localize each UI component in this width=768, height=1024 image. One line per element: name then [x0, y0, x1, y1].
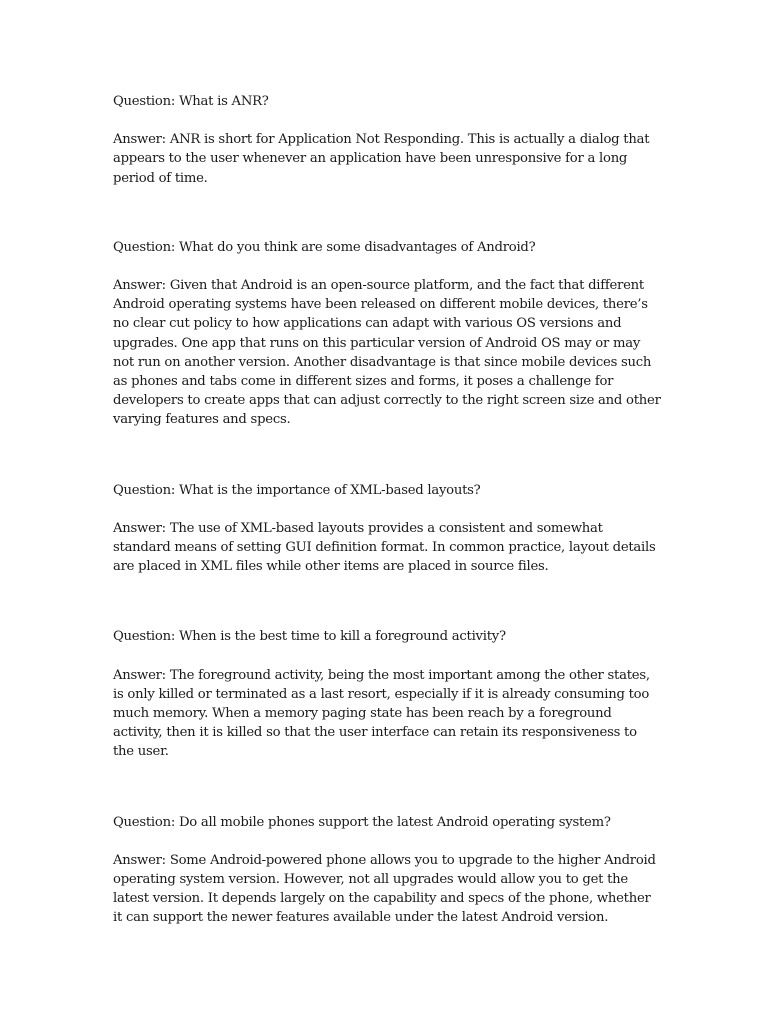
qa-item	[113, 92, 661, 188]
qa-item	[113, 627, 661, 761]
question-text: Question: What is ANR?	[113, 94, 269, 109]
qa-item	[113, 238, 661, 430]
answer-text: Answer: ANR is short for Application Not Responding. This is actually a dialog that appears to the user whenever an application have been unresponsive for a long period of time.	[113, 132, 650, 186]
question-text: Question: What do you think are some disadvantages of Android?	[113, 239, 536, 255]
qa-item	[113, 481, 661, 577]
answer-text: Answer: Given that Android is an open-source platform, and the fact that different Android operating systems have been released on different mobile devices, there’s no clear cut policy to how applications can adapt with various OS versions and upgrades. One app that runs on this particular version of Android OS may or may not run on another version. Another disadvantage is that since mobile devices such as phones and tabs come in different sizes and forms, it poses a challenge for developers to create apps that can adjust correctly to the right screen size and other varying features and specs.	[113, 278, 661, 428]
qa-item	[113, 813, 661, 928]
question-text: Question: What is the importance of XML-based layouts?	[113, 482, 481, 498]
question-text: Question: When is the best time to kill a foreground activity?	[113, 629, 506, 645]
answer-text: Answer: Some Android-powered phone allows you to upgrade to the higher Android operating system version. However, not all upgrades would allow you to get the latest version. It depends largely on the capability and specs of the phone, whether it can support the newer features available under the latest Android version.	[113, 852, 656, 926]
answer-text: Answer: The foreground activity, being the most important among the other states, is only killed or terminated as a last resort, especially if it is already consuming too much memory. When a memory paging state has been reach by a foreground activity, then it is killed so that the user interface can retain its responsiveness to the user.	[113, 667, 650, 760]
question-text: Question: Do all mobile phones support the latest Android operating system?	[113, 814, 611, 830]
answer-text: Answer: The use of XML-based layouts provides a consistent and somewhat standard means of setting GUI definition format. In common practice, layout details are placed in XML files while other items are placed in source files.	[113, 520, 656, 575]
document-body	[113, 92, 661, 928]
